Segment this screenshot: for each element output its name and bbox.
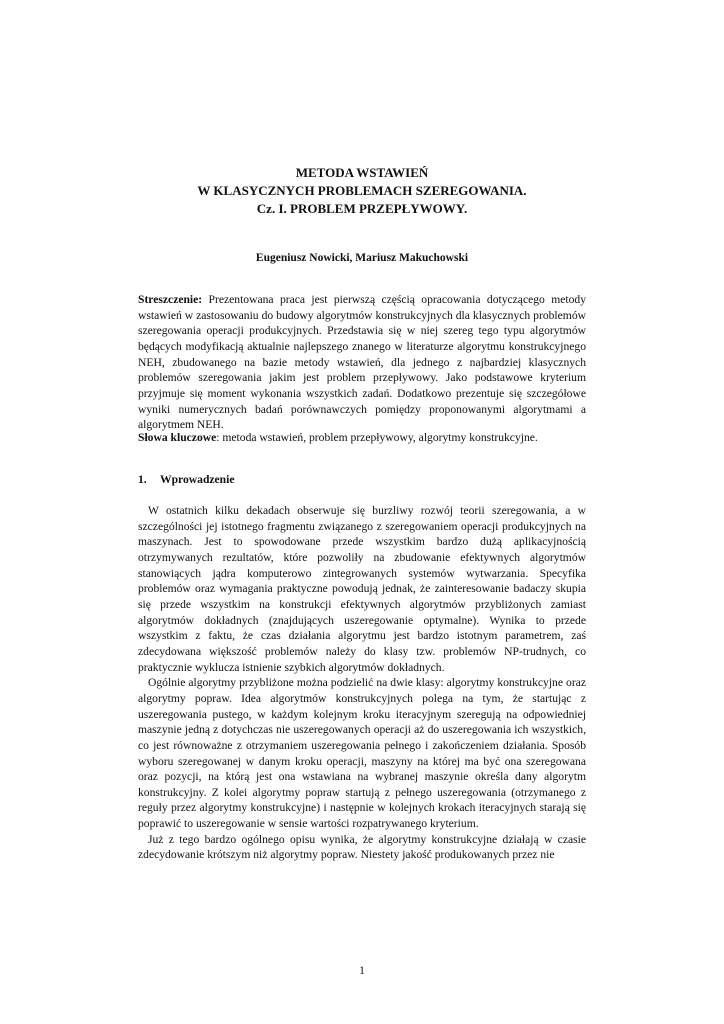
section-title: Wprowadzenie [160, 473, 235, 486]
abstract-label: Streszczenie: [138, 293, 203, 306]
paper-title [0, 164, 724, 218]
page-number: 1 [359, 964, 365, 977]
section-heading [138, 472, 235, 488]
authors: Eugeniusz Nowicki, Mariusz Makuchowski [255, 252, 469, 264]
abstract [138, 292, 586, 433]
section-body [138, 503, 586, 863]
title-line-1: METODA WSTAWIEŃ [295, 165, 429, 180]
paragraph: Już z tego bardzo ogólnego opisu wynika, że algorytmy konstrukcyjne działają w czasie zdecydowanie krótszym niż algorytmy popraw. Niestety jakość produkowanych przez nie [138, 832, 586, 862]
keywords-label: Słowa kluczowe [138, 431, 217, 444]
title-line-3: Cz. I. PROBLEM PRZEPŁYWOWY. [256, 201, 468, 216]
keywords-text: : metoda wstawień, problem przepływowy, algorytmy konstrukcyjne. [216, 431, 538, 444]
abstract-text: Prezentowana praca jest pierwszą częścią opracowania dotyczącego metody wstawień w zastosowaniu do budowy algorytmów konstrukcyjnych dla klasycznych problemów szeregowania operacji produkcyjnych. Przedstawia się w niej szereg tego typu algorytmów będących modyfikacją aktualnie najlepszego znanego w literaturze algorytmu konstrukcyjnego NEH, zbudowanego na bazie metody wstawień, dla jednego z najbardziej klasycznych problemów szeregowania jakim jest problem przepływowy. Jako podstawowe kryterium przyjmuje się moment wykonania wszystkich zadań. Dodatkowo prezentuje się szczegółowe wyniki numerycznych badań porównawczych pomiędzy proponowanymi algorytmami a algorytmem NEH. [138, 293, 586, 432]
keywords [138, 430, 586, 446]
paragraph: Ogólnie algorytmy przybliżone można podzielić na dwie klasy: algorytmy konstrukcyjne oraz algorytmy popraw. Idea algorytmów konstrukcyjnych polega na tym, że startując z uszeregowania pustego, w każdym kolejnym kroku iteracyjnym szeregują na odpowiedniej maszynie jedną z dotychczas nie uszeregowanych operacji aż do uszeregowania ich wszystkich, co jest równoważne z otrzymaniem uszeregowania pełnego i zakończeniem działania. Sposób wyboru szeregowanej w danym kroku operacji, maszyny na której ma być ona szeregowana oraz pozycji, na którą jest ona wstawiana na wybranej maszynie określa dany algorytm konstrukcyjny. Z kolei algorytmy popraw startują z pełnego uszeregowania (otrzymanego z reguły przez algorytmy konstrukcyjne) i następnie w kolejnych krokach iteracyjnych starają się poprawić to uszeregowanie w sensie wartości rozpatrywanego kryterium. [138, 676, 586, 831]
section-number: 1. [138, 473, 147, 486]
title-line-2: W KLASYCZNYCH PROBLEMACH SZEREGOWANIA. [197, 183, 527, 198]
paragraph: W ostatnich kilku dekadach obserwuje się burzliwy rozwój teorii szeregowania, a w szczególności jej istotnego fragmentu związanego z szeregowaniem operacji produkcyjnych na maszynach. Jest to spowodowane przede wszystkim bardzo dużą aplikacyjnością otrzymywanych rezultatów, które pozwoliły na zbudowanie efektywnych algorytmów stanowiących jądra komputerowo zintegrowanych systemów wytwarzania. Specyfika problemów oraz wymagania praktyczne powodują jednak, że zainteresowanie badaczy skupia się przede wszystkim na konstrukcji efektywnych algorytmów przybliżonych zamiast algorytmów dokładnych (znajdujących uszeregowanie optymalne). Wynika to przede wszystkim z faktu, że czas działania algorytmu jest bardzo istotnym parametrem, zaś zdecydowana większość problemów należy do klasy tzw. problemów NP-trudnych, co praktycznie wyklucza istnienie szybkich algorytmów dokładnych. [138, 504, 586, 674]
